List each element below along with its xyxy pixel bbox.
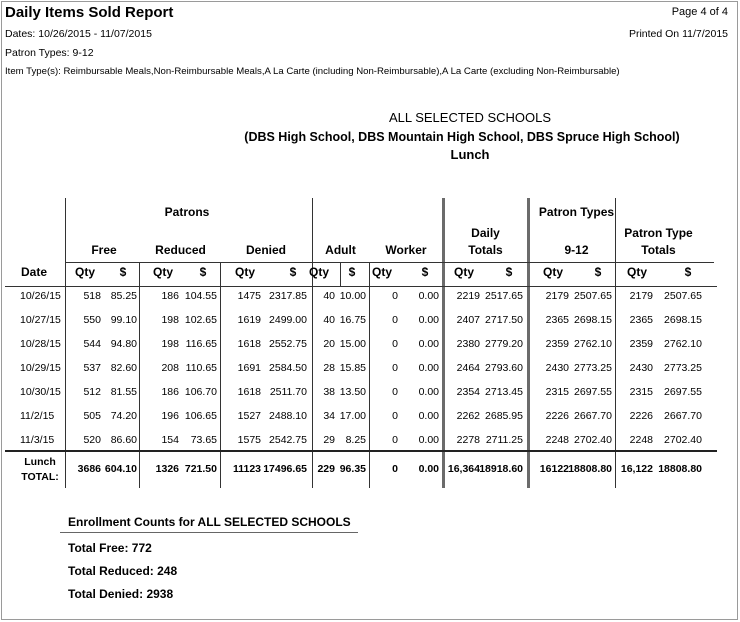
total-free: Total Free: 772: [68, 541, 152, 555]
table-cell: 40: [323, 314, 335, 326]
table-cell: 2698.15: [664, 314, 702, 326]
table-cell: 2713.45: [485, 386, 523, 398]
table-cell: 196: [161, 410, 179, 422]
table-cell: 0: [392, 338, 398, 350]
table-cell: 106.65: [184, 410, 217, 422]
table-cell: 2702.40: [664, 434, 702, 446]
table-cell: 1475: [237, 290, 261, 302]
table-cell: 208: [161, 362, 179, 374]
table-cell: 2248: [629, 434, 653, 446]
table-cell: 544: [83, 338, 101, 350]
table-cell: 0.00: [418, 290, 439, 302]
table-cell: 0.00: [418, 434, 439, 446]
total-cell: 0: [392, 463, 398, 475]
table-cell: 1691: [237, 362, 261, 374]
table-cell: 2407: [456, 314, 480, 326]
table-cell: 2711.25: [485, 434, 523, 446]
report-title: Daily Items Sold Report: [5, 4, 174, 21]
row-date: 11/2/15: [20, 410, 55, 422]
table-cell: 2584.50: [269, 362, 307, 374]
table-cell: 518: [83, 290, 101, 302]
table-cell: 2507.65: [574, 290, 612, 302]
enrollment-title: Enrollment Counts for ALL SELECTED SCHOOLS: [68, 515, 351, 529]
table-cell: 2464: [456, 362, 480, 374]
sub-reduced: Reduced: [155, 243, 206, 257]
table-cell: 0.00: [418, 410, 439, 422]
table-cell: 154: [161, 434, 179, 446]
table-cell: 2511.70: [269, 386, 307, 398]
total-label: Lunch: [24, 456, 56, 468]
sub-adult: Adult: [325, 243, 356, 257]
col-qty: Qty: [542, 265, 563, 279]
table-cell: 82.60: [110, 362, 137, 374]
total-cell: 18808.80: [568, 463, 612, 475]
table-cell: 15.00: [339, 338, 366, 350]
table-cell: 2248: [545, 434, 569, 446]
table-cell: 29: [323, 434, 335, 446]
table-cell: 116.65: [185, 338, 217, 350]
table-cell: 17.00: [339, 410, 366, 422]
table-cell: 40: [323, 290, 335, 302]
total-cell: 16,364: [447, 463, 480, 475]
group-pt-totals: Patron Type: [624, 226, 693, 240]
table-cell: 198: [161, 314, 179, 326]
table-cell: 102.65: [184, 314, 217, 326]
table-cell: 2179: [545, 290, 569, 302]
table-cell: 81.55: [110, 386, 137, 398]
table-cell: 15.85: [339, 362, 366, 374]
table-cell: 2717.50: [485, 314, 523, 326]
group-patron-types-2: 9-12: [564, 243, 589, 257]
col-qty: Qty: [152, 265, 173, 279]
row-date: 10/26/15: [20, 290, 61, 302]
table-cell: 38: [323, 386, 335, 398]
table-cell: 0: [392, 314, 398, 326]
grid-line: [340, 262, 341, 286]
table-cell: 0.00: [418, 338, 439, 350]
col-qty: Qty: [308, 265, 329, 279]
table-cell: 2315: [545, 386, 569, 398]
table-cell: 186: [161, 290, 179, 302]
table-cell: 106.70: [184, 386, 217, 398]
total-cell: 18808.80: [658, 463, 702, 475]
table-cell: 110.65: [185, 362, 217, 374]
total-cell: 11123: [232, 463, 261, 475]
table-cell: 2430: [629, 362, 653, 374]
table-cell: 2667.70: [574, 410, 612, 422]
table-cell: 1575: [237, 434, 261, 446]
table-cell: 550: [83, 314, 101, 326]
printed-on: Printed On 11/7/2015: [628, 28, 728, 40]
table-cell: 2219: [456, 290, 480, 302]
total-cell: 721.50: [184, 463, 217, 475]
sub-worker: Worker: [385, 243, 427, 257]
table-cell: 2793.60: [485, 362, 523, 374]
table-cell: 2317.85: [269, 290, 307, 302]
total-cell: 3686: [77, 463, 101, 475]
total-label-2: TOTAL:: [21, 471, 59, 483]
col-dollar: $: [421, 265, 429, 279]
table-cell: 2179: [629, 290, 653, 302]
table-cell: 2226: [629, 410, 653, 422]
page-number: Page 4 of 4: [671, 6, 728, 18]
table-cell: 2226: [545, 410, 569, 422]
table-cell: 2667.70: [664, 410, 702, 422]
table-cell: 2365: [545, 314, 569, 326]
table-cell: 85.25: [110, 290, 137, 302]
table-cell: 0: [392, 434, 398, 446]
date-range: Dates: 10/26/2015 - 11/07/2015: [5, 28, 152, 40]
table-cell: 2507.65: [664, 290, 702, 302]
table-cell: 13.50: [339, 386, 366, 398]
total-reduced: Total Reduced: 248: [68, 564, 178, 578]
section-title: ALL SELECTED SCHOOLS: [388, 110, 552, 125]
row-date: 11/3/15: [20, 434, 55, 446]
table-cell: 74.20: [110, 410, 137, 422]
col-qty: Qty: [234, 265, 255, 279]
sub-denied: Denied: [245, 243, 286, 257]
table-cell: 8.25: [345, 434, 366, 446]
total-cell: 0.00: [418, 463, 439, 475]
table-cell: 2430: [545, 362, 569, 374]
group-daily: Daily: [471, 226, 500, 240]
totals-divider: [5, 450, 717, 452]
table-cell: 2773.25: [664, 362, 702, 374]
table-cell: 505: [83, 410, 101, 422]
col-qty: Qty: [453, 265, 474, 279]
table-cell: 2354: [456, 386, 480, 398]
table-cell: 86.60: [110, 434, 137, 446]
table-cell: 2488.10: [269, 410, 307, 422]
table-cell: 1618: [237, 338, 261, 350]
row-date: 10/28/15: [20, 338, 61, 350]
table-cell: 2685.95: [485, 410, 523, 422]
table-cell: 2380: [456, 338, 480, 350]
col-qty: Qty: [74, 265, 95, 279]
table-cell: 2773.25: [574, 362, 612, 374]
total-cell: 229: [317, 463, 335, 475]
table-cell: 16.75: [339, 314, 366, 326]
table-cell: 198: [161, 338, 179, 350]
table-cell: 2365: [629, 314, 653, 326]
table-cell: 34: [323, 410, 335, 422]
total-denied: Total Denied: 2938: [68, 587, 174, 601]
col-date: Date: [20, 265, 47, 279]
table-cell: 2315: [629, 386, 653, 398]
table-cell: 94.80: [110, 338, 137, 350]
col-dollar: $: [199, 265, 207, 279]
table-cell: 10.00: [339, 290, 366, 302]
table-cell: 104.55: [184, 290, 217, 302]
table-cell: 2762.10: [664, 338, 702, 350]
col-qty: Qty: [371, 265, 392, 279]
total-cell: 16,122: [620, 463, 653, 475]
table-cell: 186: [161, 386, 179, 398]
table-cell: 20: [323, 338, 335, 350]
col-dollar: $: [289, 265, 297, 279]
table-cell: 2542.75: [269, 434, 307, 446]
table-cell: 2359: [545, 338, 569, 350]
col-dollar: $: [348, 265, 356, 279]
table-cell: 512: [83, 386, 101, 398]
table-cell: 28: [323, 362, 335, 374]
col-dollar: $: [594, 265, 602, 279]
total-cell: 17496.65: [263, 463, 307, 475]
row-date: 10/27/15: [20, 314, 61, 326]
col-qty: Qty: [626, 265, 647, 279]
table-cell: 2779.20: [485, 338, 523, 350]
row-date: 10/29/15: [20, 362, 61, 374]
total-cell: 1326: [155, 463, 179, 475]
col-dollar: $: [505, 265, 513, 279]
group-patron-types: Patron Types: [538, 205, 615, 219]
enrollment-divider: [60, 532, 358, 533]
table-cell: 520: [83, 434, 101, 446]
grid-line: [65, 262, 714, 263]
col-dollar: $: [684, 265, 692, 279]
table-cell: 0: [392, 410, 398, 422]
table-cell: 2359: [629, 338, 653, 350]
table-cell: 2552.75: [269, 338, 307, 350]
total-cell: 18918.60: [479, 463, 523, 475]
table-cell: 2517.65: [485, 290, 523, 302]
table-cell: 1618: [237, 386, 261, 398]
table-cell: 2697.55: [664, 386, 702, 398]
table-cell: 0: [392, 362, 398, 374]
table-cell: 0.00: [418, 362, 439, 374]
table-cell: 2702.40: [574, 434, 612, 446]
table-cell: 99.10: [110, 314, 137, 326]
item-types: Item Type(s): Reimbursable Meals,Non-Reimbursable Meals,A La Carte (including Non-Reimbursable),A La Carte (excluding Non-Reimbursable): [5, 66, 620, 77]
table-cell: 1527: [237, 410, 261, 422]
table-cell: 1619: [237, 314, 261, 326]
table-cell: 0: [392, 290, 398, 302]
table-cell: 537: [83, 362, 101, 374]
group-daily-2: Totals: [468, 243, 503, 257]
col-dollar: $: [119, 265, 127, 279]
table-cell: 73.65: [190, 434, 217, 446]
meal-label: Lunch: [450, 147, 490, 162]
table-cell: 2697.55: [574, 386, 612, 398]
table-cell: 0: [392, 386, 398, 398]
row-date: 10/30/15: [20, 386, 61, 398]
school-list: (DBS High School, DBS Mountain High School, DBS Spruce High School): [244, 130, 680, 144]
table-cell: 2278: [456, 434, 480, 446]
table-cell: 2698.15: [574, 314, 612, 326]
header-divider: [5, 286, 717, 287]
patron-types: Patron Types: 9-12: [5, 47, 94, 59]
table-cell: 2499.00: [269, 314, 307, 326]
total-cell: 604.10: [104, 463, 137, 475]
table-cell: 2762.10: [574, 338, 612, 350]
group-patrons: Patrons: [164, 205, 210, 219]
table-cell: 2262: [456, 410, 480, 422]
sub-free: Free: [91, 243, 117, 257]
table-cell: 0.00: [418, 314, 439, 326]
total-cell: 16122: [539, 463, 569, 475]
total-cell: 96.35: [339, 463, 366, 475]
table-cell: 0.00: [418, 386, 439, 398]
group-pt-totals-2: Totals: [641, 243, 676, 257]
